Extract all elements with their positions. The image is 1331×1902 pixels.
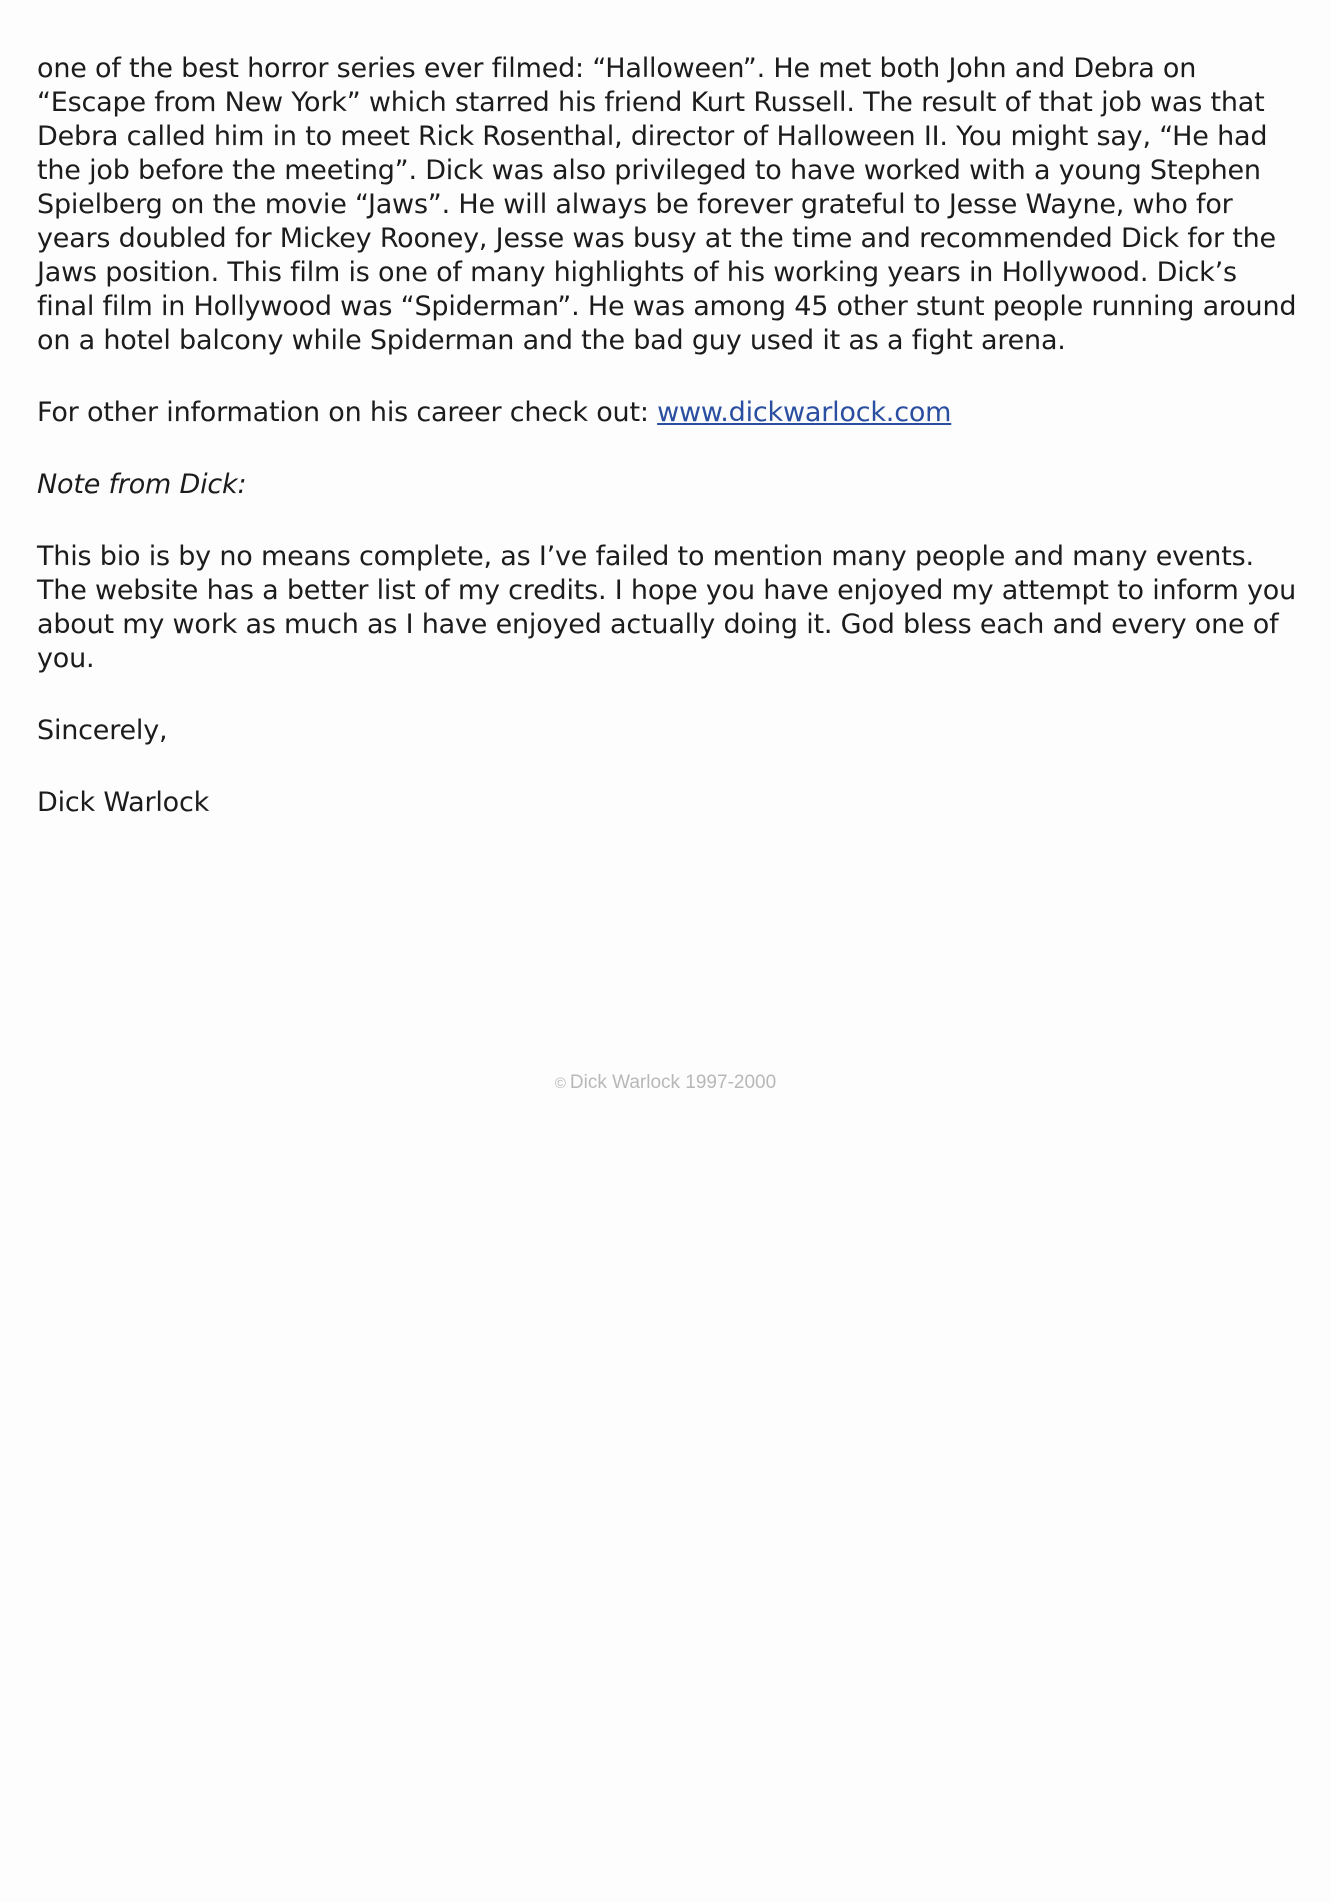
copyright-footer	[0, 1072, 1331, 1094]
career-info-line	[37, 396, 1299, 430]
copyright-text: Dick Warlock 1997-2000	[569, 1072, 777, 1093]
career-info-text: For other information on his career check out:	[37, 397, 658, 428]
copyright-icon: ©	[554, 1075, 566, 1092]
signature-name: Dick Warlock	[37, 787, 210, 818]
document-body	[37, 52, 1299, 820]
website-link[interactable]: www.dickwarlock.com	[657, 397, 952, 428]
closing-salutation: Sincerely,	[37, 715, 168, 746]
note-paragraph: This bio is by no means complete, as I’ve failed to mention many people and many events. The website has a better list of my credits. I hope you have enjoyed my attempt to inform you about my work as much as I have enjoyed actually doing it. God bless each and every one of you.	[37, 541, 1296, 674]
note-heading: Note from Dick:	[37, 469, 247, 500]
bio-paragraph: one of the best horror series ever filmed: “Halloween”. He met both John and Debra on “Escape from New York” which starred his friend Kurt Russell. The result of that job was that Debra called him in to meet Rick Rosenthal, director of Halloween II. You might say, “He had the job before the meeting”. Dick was also privileged to have worked with a young Stephen Spielberg on the movie “Jaws”. He will always be forever grateful to Jesse Wayne, who for years doubled for Mickey Rooney, Jesse was busy at the time and recommended Dick for the Jaws position. This film is one of many highlights of his working years in Hollywood. Dick’s final film in Hollywood was “Spiderman”. He was among 45 other stunt people running around on a hotel balcony while Spiderman and the bad guy used it as a fight arena.	[37, 53, 1297, 356]
